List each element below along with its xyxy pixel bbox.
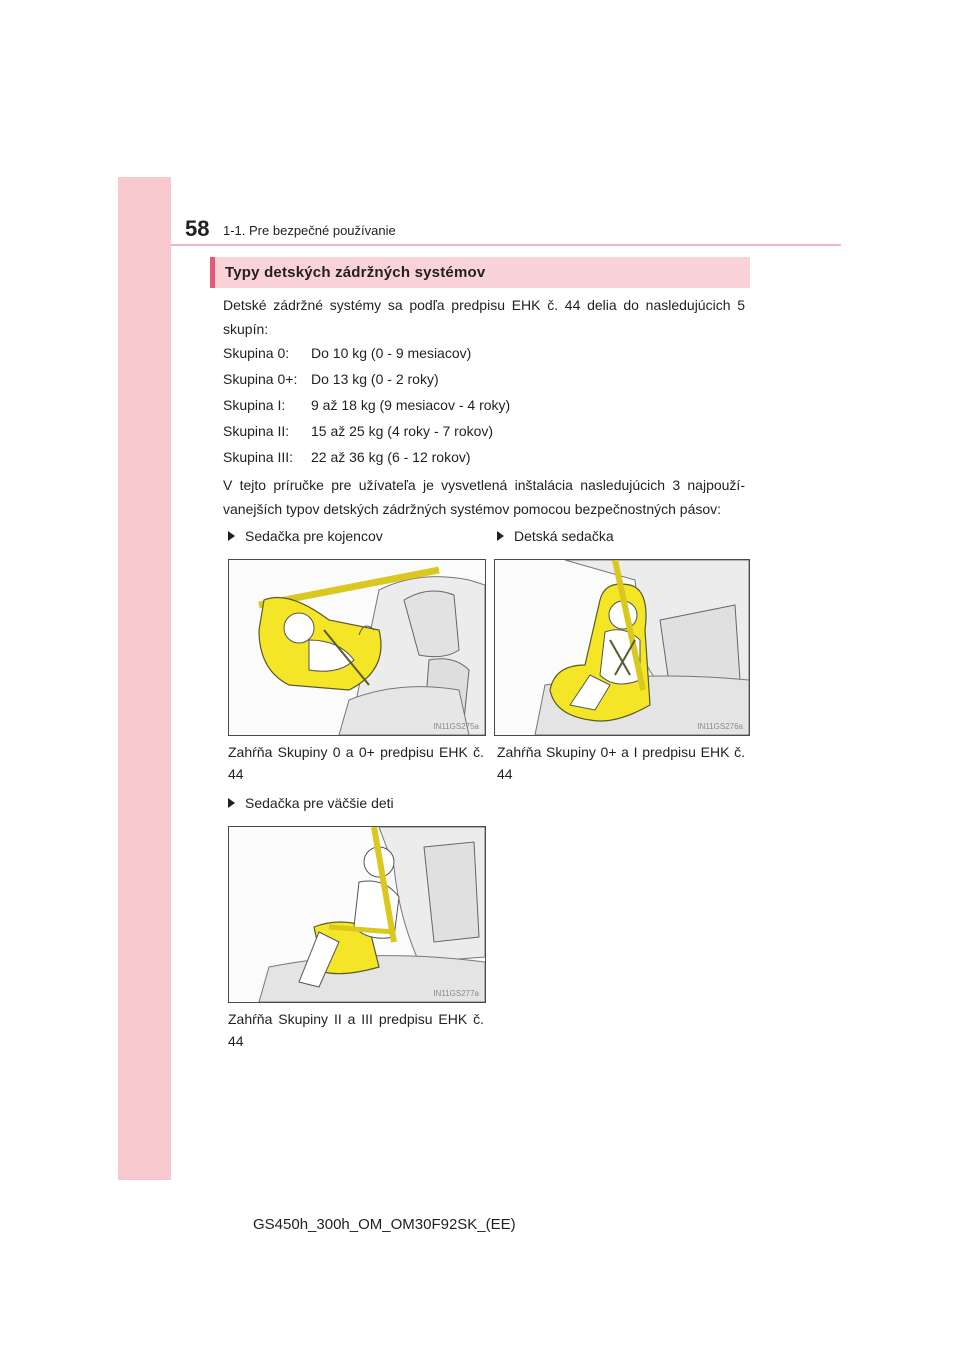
infant-seat-illustration — [228, 559, 486, 736]
item-caption: Zahŕňa Skupiny 0+ a I predpisu EHK č. 44 — [497, 744, 745, 782]
group-value: Do 10 kg (0 - 9 mesiacov) — [311, 345, 472, 361]
item-heading-child — [497, 528, 614, 544]
chapter-title: 1-1. Pre bezpečné používanie — [223, 223, 396, 238]
section-accent — [210, 257, 215, 288]
booster-seat-illustration — [228, 826, 486, 1003]
item-caption: Zahŕňa Skupiny 0 a 0+ predpisu EHK č. 44 — [228, 744, 484, 782]
group-value: 9 až 18 kg (9 mesiacov - 4 roky) — [311, 397, 511, 413]
bullet-triangle-icon — [497, 531, 504, 541]
page-number: 58 — [185, 216, 210, 241]
explanation-paragraph: V tejto príručke pre užívateľa je vysvetlená inštalácia nasledujúcich 3 najpouží-vanejších typov detských zádržných systémov pomocou bezpečnostných pásov: — [223, 477, 745, 517]
group-label: Skupina II: — [223, 423, 290, 439]
intro-paragraph: Detské zádržné systémy sa podľa predpisu EHK č. 44 delia do nasledujúcich 5 skupín: — [223, 297, 745, 337]
item-title: Detská sedačka — [514, 528, 614, 544]
document-footer: GS450h_300h_OM_OM30F92SK_(EE) — [253, 1216, 516, 1233]
bullet-triangle-icon — [228, 798, 235, 808]
group-label: Skupina III: — [223, 449, 294, 465]
child-seat-illustration — [494, 559, 750, 736]
section-heading — [210, 257, 750, 288]
item-title: Sedačka pre kojencov — [245, 528, 383, 544]
sidebar-tab — [118, 177, 171, 1180]
item-caption: Zahŕňa Skupiny II a III predpisu EHK č. 44 — [228, 1011, 484, 1049]
header-divider — [171, 244, 841, 246]
item-heading-infant — [228, 528, 383, 544]
item-heading-booster — [228, 795, 394, 811]
group-label: Skupina I: — [223, 397, 286, 413]
group-label: Skupina 0+: — [223, 371, 298, 387]
image-code: IN11GS275a — [433, 722, 479, 731]
group-value: 15 až 25 kg (4 roky - 7 rokov) — [311, 423, 494, 439]
item-title: Sedačka pre väčšie deti — [245, 795, 394, 811]
group-value: Do 13 kg (0 - 2 roky) — [311, 371, 439, 387]
group-value: 22 až 36 kg (6 - 12 rokov) — [311, 449, 471, 465]
bullet-triangle-icon — [228, 531, 235, 541]
image-code: IN11GS276a — [697, 722, 743, 731]
section-title: Typy detských zádržných systémov — [225, 264, 486, 281]
image-code: IN11GS277a — [433, 989, 479, 998]
group-label: Skupina 0: — [223, 345, 290, 361]
